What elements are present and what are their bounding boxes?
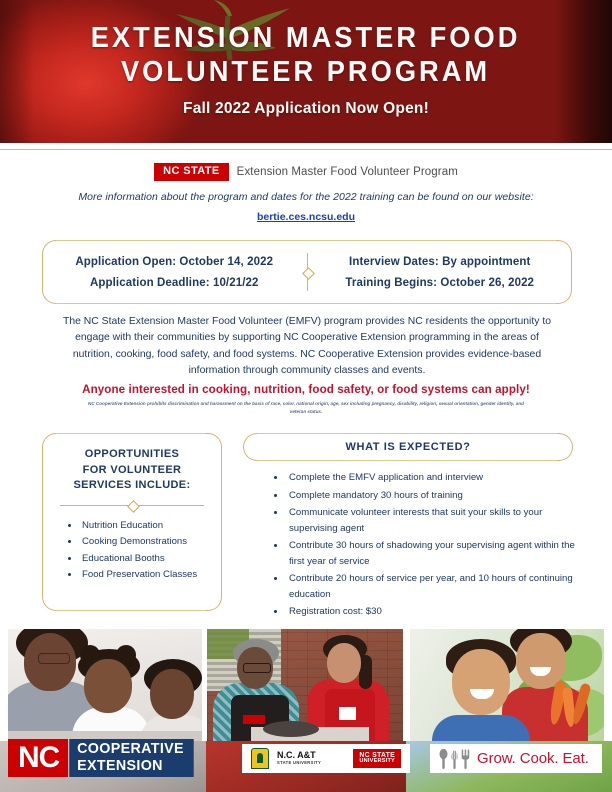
- list-item: • Cooking Demonstrations: [80, 534, 206, 551]
- hero-subtitle: Fall 2022 Application Now Open!: [183, 100, 429, 118]
- brand-lockup: [0, 163, 612, 181]
- opportunities-heading-line1: OPPORTUNITIES: [84, 448, 180, 460]
- more-information-text: More information about the program and dates for the 2022 training can be found on our website:: [78, 191, 534, 203]
- list-item: • Contribute 20 hours of service per year, and 10 hours of continuing education: [286, 571, 586, 602]
- page-title: [91, 22, 521, 89]
- expectations-heading-box: [243, 433, 573, 461]
- hero-banner: [0, 0, 612, 143]
- dates-column-right: [308, 256, 573, 289]
- ces-nc-mark: NC: [8, 739, 68, 777]
- application-open-date: Application Open: October 14, 2022: [75, 255, 274, 268]
- nc-state-university-logo: [353, 749, 401, 768]
- diamond-icon: [127, 500, 140, 513]
- nondiscrimination-disclaimer: NC Cooperative Extension prohibits discrimination and harassment on the basis of race, color, national origin, age, sex including pregnancy, disability, religion, sexual orientation, gender identity, and veteran status.: [88, 401, 524, 415]
- list-item: • Food Preservation Classes: [80, 567, 206, 584]
- ncsu-subtitle: UNIVERSITY: [359, 758, 395, 765]
- key-dates-box: [42, 240, 572, 304]
- hero-white-rule: [0, 143, 612, 146]
- website-link[interactable]: bertie.ces.ncsu.edu: [256, 211, 356, 223]
- expectations-heading: WHAT IS EXPECTED?: [345, 441, 471, 453]
- ces-wordmark-line2: EXTENSION: [77, 758, 164, 774]
- interview-dates: Interview Dates: By appointment: [349, 255, 531, 268]
- grow-cook-eat-logo: [430, 744, 602, 773]
- opportunities-heading-line3: SERVICES INCLUDE:: [73, 479, 191, 492]
- nc-cooperative-extension-logo: [8, 739, 195, 777]
- program-name-label: Extension Master Food Volunteer Program: [236, 166, 458, 178]
- dates-divider: [307, 253, 308, 291]
- ces-wordmark: [70, 739, 194, 777]
- list-item: • Nutrition Education: [80, 518, 206, 535]
- page-title-line2: VOLUNTEER PROGRAM: [121, 55, 491, 88]
- page-title-line1: EXTENSION MASTER FOOD: [91, 22, 521, 54]
- dates-column-left: [42, 256, 307, 289]
- utensils-icon-group: [439, 749, 470, 769]
- list-item: • Registration cost: $30: [286, 604, 586, 620]
- photo-strip: [0, 629, 612, 741]
- nc-state-logo: NC STATE: [154, 163, 229, 181]
- university-logos-strip: [242, 744, 410, 773]
- photo-adult-and-children-cooking: [8, 629, 202, 741]
- website-link-wrap: [0, 207, 612, 225]
- ncsu-name: NC STATE: [359, 751, 395, 759]
- spoon-icon: [439, 749, 448, 769]
- opportunities-heading: [58, 447, 206, 494]
- hero-gold-rule: [0, 149, 612, 150]
- grow-cook-eat-tagline: Grow. Cook. Eat.: [477, 750, 589, 767]
- photo-children-with-carrots: [410, 629, 604, 741]
- opportunities-heading-line2: FOR VOLUNTEER: [82, 463, 182, 476]
- whisk-icon: [450, 749, 459, 769]
- ces-wordmark-line1: COOPERATIVE: [77, 740, 185, 757]
- program-description: The NC State Extension Master Food Volunteer (EMFV) program provides NC residents the opportunity to engage with their communities by supporting NC Cooperative Extension programming in the areas of nutrition, cooking, food safety, and food systems. NC Cooperative Extension provides evidence-based information through community classes and events.: [62, 316, 551, 377]
- nc-at-name: N.C. A&T: [277, 750, 316, 761]
- photo-two-volunteers-cooking: [207, 629, 403, 741]
- list-item: • Communicate volunteer interests that suit your skills to your supervising agent: [286, 505, 586, 536]
- nc-at-logo: [277, 751, 321, 765]
- list-item: • Contribute 30 hours of shadowing your supervising agent within the first year of service: [286, 538, 586, 569]
- list-item: • Complete mandatory 30 hours of training: [286, 488, 586, 504]
- application-deadline-date: Application Deadline: 10/21/22: [89, 276, 259, 289]
- aggie-bell-icon: [251, 748, 269, 769]
- training-begins-date: Training Begins: October 26, 2022: [345, 276, 535, 289]
- list-item: • Complete the EMFV application and interview: [286, 470, 586, 486]
- opportunities-box: [42, 433, 222, 611]
- expectations-list: [262, 470, 586, 622]
- opportunities-list: [58, 518, 206, 584]
- eligibility-callout: Anyone interested in cooking, nutrition, food safety, or food systems can apply!: [82, 383, 530, 396]
- nc-at-subtitle: STATE UNIVERSITY: [277, 760, 322, 766]
- fork-icon: [461, 749, 470, 769]
- list-item: • Educational Booths: [80, 551, 206, 568]
- opportunities-divider: [60, 505, 204, 506]
